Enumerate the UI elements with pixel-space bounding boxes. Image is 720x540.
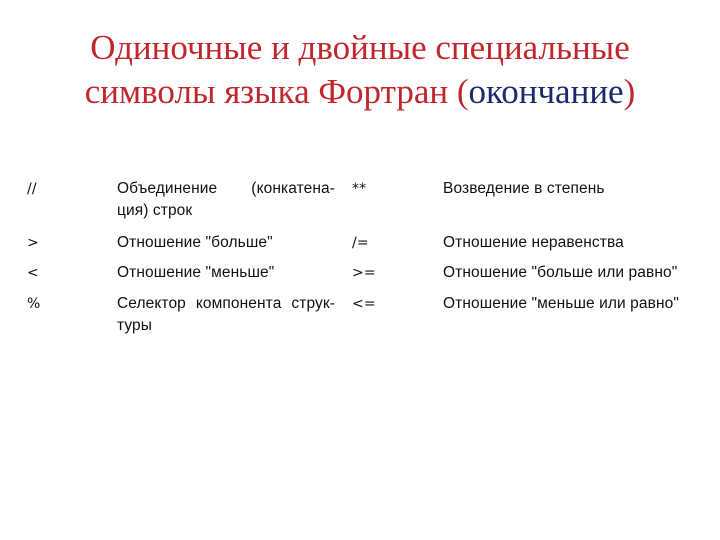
page-title <box>0 26 720 114</box>
description-line: ция) строк <box>117 202 193 219</box>
description-cell: Отношение "больше или равно" <box>443 264 678 281</box>
description-line: Объединение (конкатена- <box>117 180 335 197</box>
symbol-cell: ** <box>352 181 367 197</box>
symbol-cell: > <box>27 235 39 251</box>
title-line-2-suffix: ) <box>623 72 636 111</box>
description-cell: Возведение в степень <box>443 180 605 197</box>
description-cell: Отношение "меньше или равно" <box>443 295 679 312</box>
symbol-cell: /= <box>352 235 369 251</box>
description-line: Селектор компонента струк- <box>117 295 335 312</box>
description-cell <box>117 178 335 222</box>
title-line-2 <box>0 70 720 114</box>
description-cell: Отношение неравенства <box>443 234 624 251</box>
title-line-1: Одиночные и двойные специальные <box>90 28 630 67</box>
symbol-cell: // <box>27 181 37 197</box>
symbol-cell: % <box>27 296 41 312</box>
symbol-cell: <= <box>352 296 376 312</box>
title-line-2-accent: окончание <box>468 72 624 111</box>
symbol-cell: < <box>27 265 39 281</box>
description-cell <box>117 293 335 337</box>
title-line-2-prefix: символы языка Фортран ( <box>84 72 469 111</box>
description-line: туры <box>117 317 153 334</box>
description-cell: Отношение "меньше" <box>117 264 275 281</box>
description-cell: Отношение "больше" <box>117 234 273 251</box>
symbol-cell: >= <box>352 265 376 281</box>
